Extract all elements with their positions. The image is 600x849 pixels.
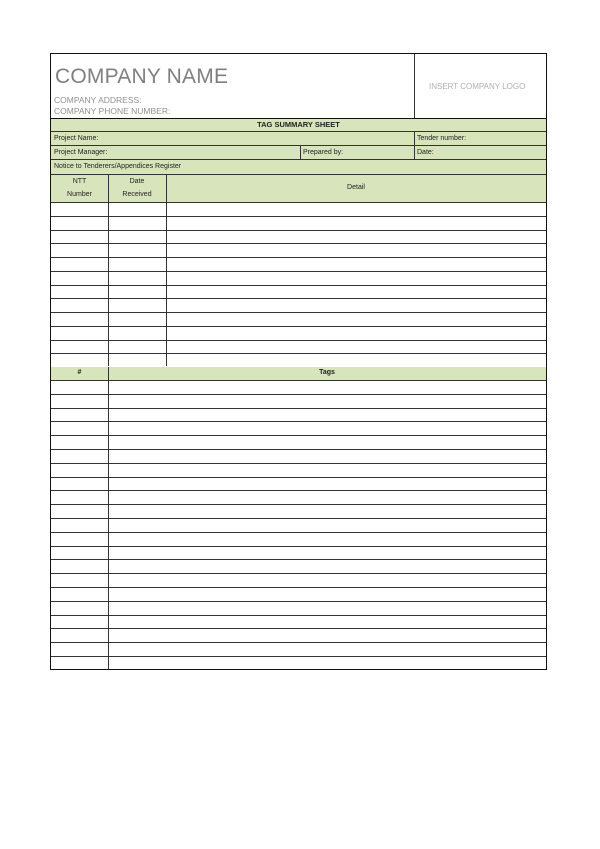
project-name-row [51,132,546,145]
tags-row-line [51,601,546,602]
date-label: Date: [417,149,434,156]
tag-number-header: # [77,369,82,376]
company-address: COMPANY ADDRESS: [54,95,142,105]
tags-row-line [51,615,546,616]
tags-row-line [51,504,546,505]
date-received-header-line2: Received [122,191,152,198]
tags-row-line [51,435,546,436]
ntt-register-row-line [51,298,546,299]
divider [300,146,301,159]
sheet-title-bar [51,119,546,131]
ntt-register-row-line [51,285,546,286]
tag-summary-sheet [50,53,547,670]
date-received-header-line1: Date [129,178,145,185]
tags-row-line [51,518,546,519]
ntt-register-row-line [51,340,546,341]
divider [51,202,546,203]
company-logo-placeholder: INSERT COMPANY LOGO [429,82,526,91]
tags-row-line [51,559,546,560]
ntt-register-row-line [51,216,546,217]
ntt-header-line2: Number [67,191,92,198]
tags-row-line [51,628,546,629]
project-manager-label: Project Manager: [54,149,108,156]
sheet-title: TAG SUMMARY SHEET [257,120,340,129]
tags-row-line [51,477,546,478]
tags-row-line [51,463,546,464]
ntt-register-row-line [51,230,546,231]
project-manager-row [51,146,546,159]
divider [414,132,415,145]
ntt-register-title-row [51,160,546,174]
ntt-register-title: Notice to Tenderers/Appendices Register [54,163,182,170]
ntt-register-row-line [51,312,546,313]
divider [414,146,415,159]
divider [51,380,546,381]
tags-row-line [51,546,546,547]
project-name-label: Project Name: [54,135,99,142]
tags-row-line [51,490,546,491]
ntt-register-row-line [51,326,546,327]
tags-row-line [51,408,546,409]
tags-row-line [51,449,546,450]
tags-row-line [51,642,546,643]
ntt-register-row-line [51,353,546,354]
tags-row-line [51,656,546,657]
prepared-by-label: Prepared by: [303,149,344,156]
company-phone: COMPANY PHONE NUMBER: [54,106,171,116]
tags-row-line [51,421,546,422]
tags-row-line [51,573,546,574]
ntt-register-row-line [51,243,546,244]
tags-header: Tags [319,369,335,376]
ntt-register-row-line [51,271,546,272]
company-name: COMPANY NAME [55,65,229,88]
tags-header-row [51,367,546,380]
tags-row-line [51,587,546,588]
tags-row-line [51,532,546,533]
ntt-header-line1: NTT [72,178,87,185]
ntt-column-headers [51,175,546,202]
tender-number-label: Tender number: [417,135,467,142]
tags-row-line [51,394,546,395]
detail-header: Detail [347,184,365,191]
ntt-register-row-line [51,257,546,258]
logo-divider [414,54,415,118]
